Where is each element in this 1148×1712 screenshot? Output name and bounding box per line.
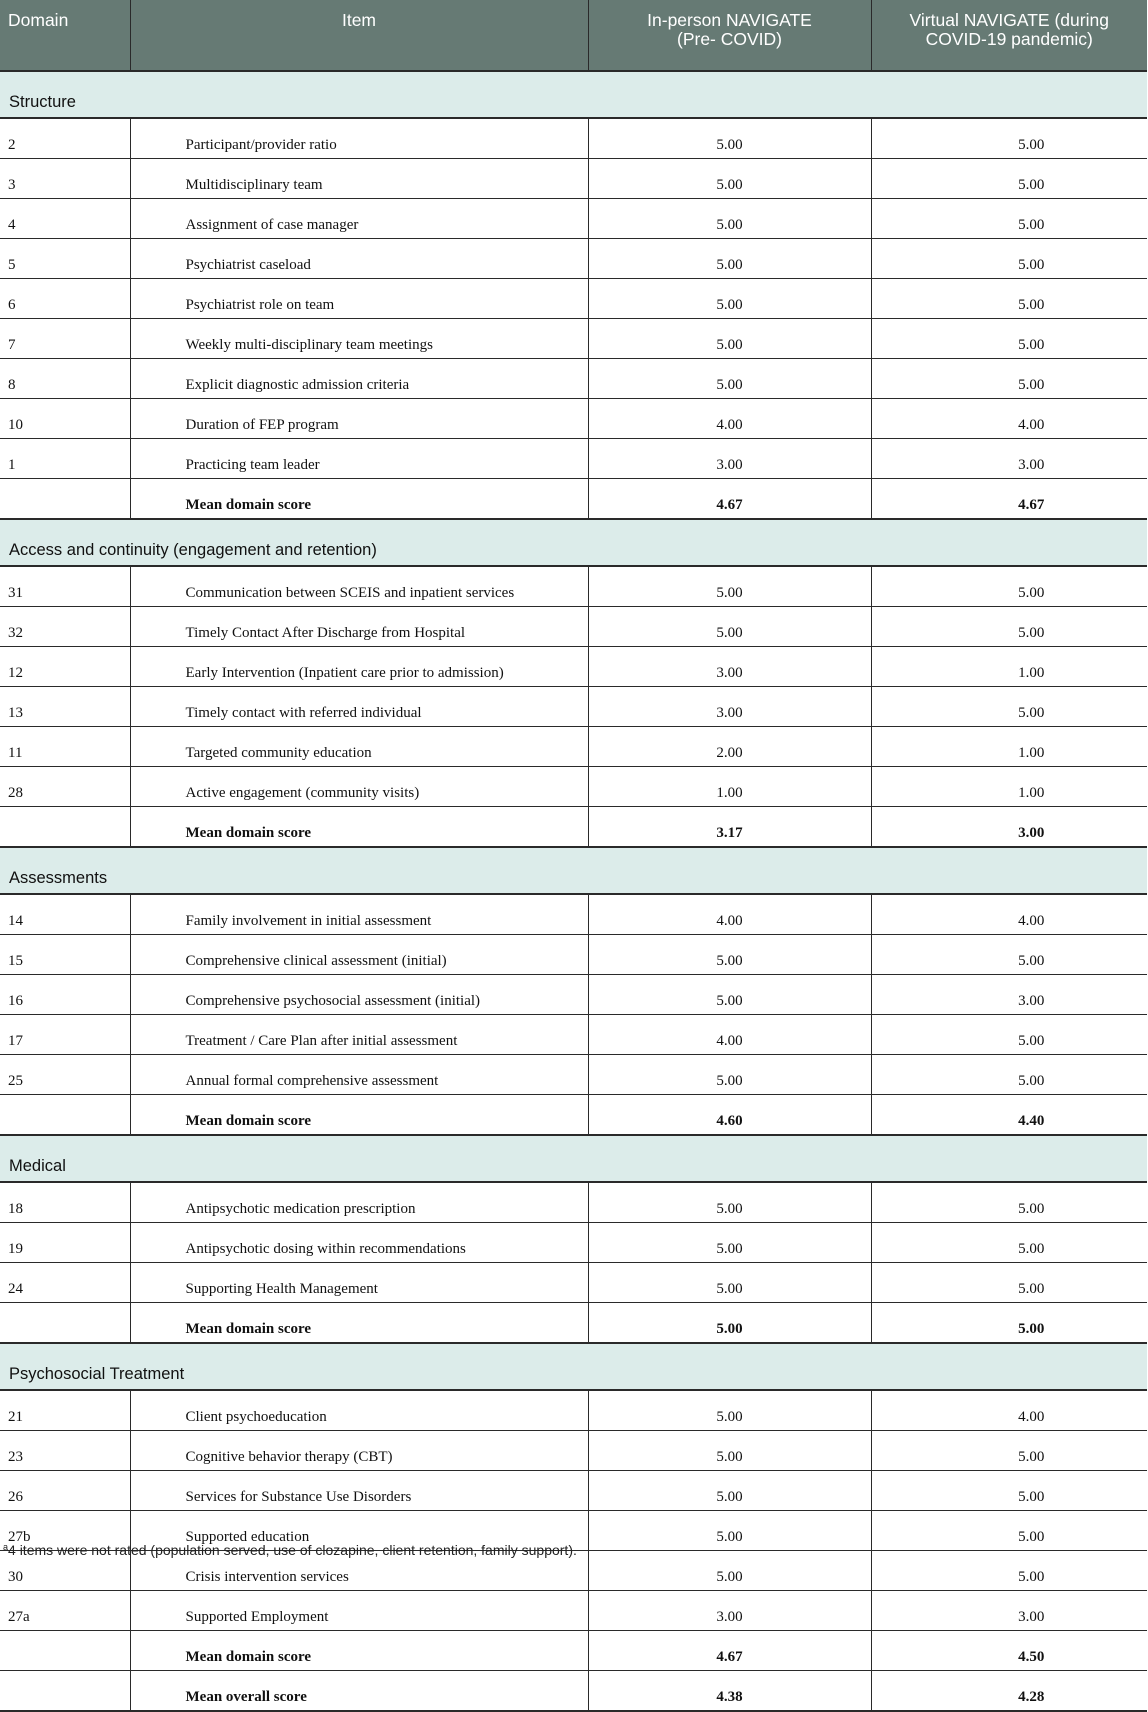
item-id: 26 <box>0 1471 130 1511</box>
inperson-score: 5.00 <box>588 118 871 159</box>
mean-label: Mean domain score <box>130 479 588 520</box>
inperson-score: 5.00 <box>588 1551 871 1591</box>
table-row <box>0 118 1147 159</box>
inperson-score: 5.00 <box>588 1263 871 1303</box>
section-header-row <box>0 847 1147 894</box>
header-virtual <box>871 0 1147 71</box>
virtual-score: 3.00 <box>871 439 1147 479</box>
header-virtual-line2: COVID-19 pandemic) <box>925 29 1093 49</box>
item-name: Annual formal comprehensive assessment <box>130 1055 588 1095</box>
item-name: Explicit diagnostic admission criteria <box>130 359 588 399</box>
table-row <box>0 647 1147 687</box>
table-row <box>0 727 1147 767</box>
virtual-score: 5.00 <box>871 1263 1147 1303</box>
mean-virtual: 4.67 <box>871 479 1147 520</box>
mean-domain-row <box>0 479 1147 520</box>
table-row <box>0 1263 1147 1303</box>
virtual-score: 3.00 <box>871 1591 1147 1631</box>
virtual-score: 5.00 <box>871 687 1147 727</box>
table-header <box>0 0 1147 71</box>
virtual-score: 1.00 <box>871 647 1147 687</box>
overall-empty-cell <box>0 1671 130 1712</box>
item-name: Timely Contact After Discharge from Hospital <box>130 607 588 647</box>
inperson-score: 5.00 <box>588 1223 871 1263</box>
virtual-score: 5.00 <box>871 1471 1147 1511</box>
inperson-score: 4.00 <box>588 1015 871 1055</box>
mean-inperson: 4.60 <box>588 1095 871 1136</box>
item-name: Treatment / Care Plan after initial assessment <box>130 1015 588 1055</box>
mean-label: Mean domain score <box>130 1631 588 1671</box>
mean-inperson: 3.17 <box>588 807 871 848</box>
inperson-score: 1.00 <box>588 767 871 807</box>
item-name: Family involvement in initial assessment <box>130 894 588 935</box>
item-name: Multidisciplinary team <box>130 159 588 199</box>
mean-domain-row <box>0 807 1147 848</box>
inperson-score: 5.00 <box>588 359 871 399</box>
virtual-score: 4.00 <box>871 1390 1147 1431</box>
item-id: 27a <box>0 1591 130 1631</box>
table-row <box>0 399 1147 439</box>
item-name: Participant/provider ratio <box>130 118 588 159</box>
table-row <box>0 159 1147 199</box>
table-row <box>0 199 1147 239</box>
virtual-score: 5.00 <box>871 359 1147 399</box>
item-id: 1 <box>0 439 130 479</box>
header-item: Item <box>130 0 588 71</box>
item-id: 30 <box>0 1551 130 1591</box>
inperson-score: 5.00 <box>588 1182 871 1223</box>
virtual-score: 5.00 <box>871 566 1147 607</box>
table-row <box>0 975 1147 1015</box>
inperson-score: 4.00 <box>588 894 871 935</box>
inperson-score: 5.00 <box>588 319 871 359</box>
virtual-score: 5.00 <box>871 1431 1147 1471</box>
table-row <box>0 1055 1147 1095</box>
virtual-score: 5.00 <box>871 1223 1147 1263</box>
footnote-text: 4 items were not rated (population served, use of clozapine, client retention, family support). <box>8 1542 577 1558</box>
item-id: 21 <box>0 1390 130 1431</box>
table-row <box>0 687 1147 727</box>
virtual-score: 1.00 <box>871 767 1147 807</box>
inperson-score: 5.00 <box>588 159 871 199</box>
header-virtual-line1: Virtual NAVIGATE (during <box>909 10 1109 30</box>
item-id: 31 <box>0 566 130 607</box>
item-name: Targeted community education <box>130 727 588 767</box>
item-id: 32 <box>0 607 130 647</box>
footnote-marker: a <box>3 1542 9 1552</box>
item-name: Supporting Health Management <box>130 1263 588 1303</box>
inperson-score: 5.00 <box>588 1511 871 1551</box>
table-row <box>0 566 1147 607</box>
virtual-score: 5.00 <box>871 1511 1147 1551</box>
section-header-row <box>0 519 1147 566</box>
item-name: Supported education <box>130 1511 588 1551</box>
inperson-score: 5.00 <box>588 1431 871 1471</box>
virtual-score: 5.00 <box>871 607 1147 647</box>
section-title: Access and continuity (engagement and retention) <box>0 519 1147 566</box>
section-title: Psychosocial Treatment <box>0 1343 1147 1390</box>
section-header-row <box>0 1135 1147 1182</box>
item-name: Crisis intervention services <box>130 1551 588 1591</box>
inperson-score: 5.00 <box>588 1471 871 1511</box>
mean-inperson: 5.00 <box>588 1303 871 1344</box>
table-row <box>0 1390 1147 1431</box>
virtual-score: 5.00 <box>871 935 1147 975</box>
header-inperson-line2: (Pre- COVID) <box>677 29 782 49</box>
mean-empty-cell <box>0 807 130 848</box>
virtual-score: 5.00 <box>871 1551 1147 1591</box>
item-id: 11 <box>0 727 130 767</box>
item-id: 25 <box>0 1055 130 1095</box>
section-header-row <box>0 1343 1147 1390</box>
virtual-score: 5.00 <box>871 199 1147 239</box>
mean-label: Mean domain score <box>130 1095 588 1136</box>
overall-inperson: 4.38 <box>588 1671 871 1712</box>
item-id: 2 <box>0 118 130 159</box>
inperson-score: 5.00 <box>588 239 871 279</box>
virtual-score: 4.00 <box>871 399 1147 439</box>
table-row <box>0 279 1147 319</box>
mean-inperson: 4.67 <box>588 479 871 520</box>
inperson-score: 5.00 <box>588 1055 871 1095</box>
table-row <box>0 1182 1147 1223</box>
item-name: Cognitive behavior therapy (CBT) <box>130 1431 588 1471</box>
item-id: 6 <box>0 279 130 319</box>
item-id: 27b <box>0 1511 130 1551</box>
virtual-score: 5.00 <box>871 159 1147 199</box>
item-id: 7 <box>0 319 130 359</box>
item-id: 18 <box>0 1182 130 1223</box>
mean-label: Mean domain score <box>130 1303 588 1344</box>
table-row <box>0 894 1147 935</box>
virtual-score: 5.00 <box>871 1015 1147 1055</box>
mean-empty-cell <box>0 1631 130 1671</box>
virtual-score: 1.00 <box>871 727 1147 767</box>
mean-overall-row <box>0 1671 1147 1712</box>
item-name: Psychiatrist role on team <box>130 279 588 319</box>
mean-virtual: 3.00 <box>871 807 1147 848</box>
item-name: Active engagement (community visits) <box>130 767 588 807</box>
table-row <box>0 439 1147 479</box>
table-row <box>0 607 1147 647</box>
header-inperson <box>588 0 871 71</box>
item-id: 24 <box>0 1263 130 1303</box>
section-title: Medical <box>0 1135 1147 1182</box>
mean-empty-cell <box>0 1095 130 1136</box>
inperson-score: 3.00 <box>588 439 871 479</box>
inperson-score: 4.00 <box>588 399 871 439</box>
item-id: 16 <box>0 975 130 1015</box>
inperson-score: 2.00 <box>588 727 871 767</box>
table-row <box>0 1591 1147 1631</box>
table-row <box>0 239 1147 279</box>
virtual-score: 5.00 <box>871 1055 1147 1095</box>
inperson-score: 5.00 <box>588 1390 871 1431</box>
virtual-score: 5.00 <box>871 279 1147 319</box>
item-id: 10 <box>0 399 130 439</box>
item-id: 3 <box>0 159 130 199</box>
table-row <box>0 1471 1147 1511</box>
item-name: Weekly multi-disciplinary team meetings <box>130 319 588 359</box>
table-row <box>0 1431 1147 1471</box>
table-row <box>0 767 1147 807</box>
item-id: 12 <box>0 647 130 687</box>
inperson-score: 5.00 <box>588 566 871 607</box>
item-name: Assignment of case manager <box>130 199 588 239</box>
mean-domain-row <box>0 1095 1147 1136</box>
inperson-score: 5.00 <box>588 279 871 319</box>
item-name: Timely contact with referred individual <box>130 687 588 727</box>
item-name: Practicing team leader <box>130 439 588 479</box>
item-id: 15 <box>0 935 130 975</box>
item-name: Communication between SCEIS and inpatient services <box>130 566 588 607</box>
item-id: 8 <box>0 359 130 399</box>
item-name: Comprehensive clinical assessment (initial) <box>130 935 588 975</box>
item-name: Services for Substance Use Disorders <box>130 1471 588 1511</box>
item-id: 5 <box>0 239 130 279</box>
table-row <box>0 1223 1147 1263</box>
item-name: Duration of FEP program <box>130 399 588 439</box>
inperson-score: 3.00 <box>588 1591 871 1631</box>
virtual-score: 5.00 <box>871 319 1147 359</box>
mean-inperson: 4.67 <box>588 1631 871 1671</box>
inperson-score: 3.00 <box>588 687 871 727</box>
inperson-score: 5.00 <box>588 975 871 1015</box>
virtual-score: 5.00 <box>871 118 1147 159</box>
item-id: 17 <box>0 1015 130 1055</box>
mean-domain-row <box>0 1631 1147 1671</box>
item-id: 14 <box>0 894 130 935</box>
item-id: 13 <box>0 687 130 727</box>
inperson-score: 5.00 <box>588 199 871 239</box>
item-name: Antipsychotic medication prescription <box>130 1182 588 1223</box>
item-id: 28 <box>0 767 130 807</box>
virtual-score: 3.00 <box>871 975 1147 1015</box>
mean-virtual: 4.40 <box>871 1095 1147 1136</box>
section-title: Structure <box>0 71 1147 118</box>
item-name: Client psychoeducation <box>130 1390 588 1431</box>
table-body <box>0 71 1147 1711</box>
inperson-score: 5.00 <box>588 607 871 647</box>
mean-virtual: 5.00 <box>871 1303 1147 1344</box>
virtual-score: 5.00 <box>871 1182 1147 1223</box>
mean-virtual: 4.50 <box>871 1631 1147 1671</box>
table-row <box>0 359 1147 399</box>
table-row <box>0 1015 1147 1055</box>
table-row <box>0 319 1147 359</box>
item-name: Supported Employment <box>130 1591 588 1631</box>
mean-domain-row <box>0 1303 1147 1344</box>
section-header-row <box>0 71 1147 118</box>
item-id: 4 <box>0 199 130 239</box>
item-name: Comprehensive psychosocial assessment (initial) <box>130 975 588 1015</box>
mean-empty-cell <box>0 1303 130 1344</box>
mean-label: Mean domain score <box>130 807 588 848</box>
header-domain: Domain <box>0 0 130 71</box>
header-inperson-line1: In-person NAVIGATE <box>647 10 812 30</box>
item-name: Antipsychotic dosing within recommendations <box>130 1223 588 1263</box>
table-row <box>0 935 1147 975</box>
overall-virtual: 4.28 <box>871 1671 1147 1712</box>
mean-empty-cell <box>0 479 130 520</box>
virtual-score: 5.00 <box>871 239 1147 279</box>
virtual-score: 4.00 <box>871 894 1147 935</box>
inperson-score: 5.00 <box>588 935 871 975</box>
item-name: Early Intervention (Inpatient care prior to admission) <box>130 647 588 687</box>
item-id: 23 <box>0 1431 130 1471</box>
section-title: Assessments <box>0 847 1147 894</box>
item-name: Psychiatrist caseload <box>130 239 588 279</box>
item-id: 19 <box>0 1223 130 1263</box>
footnote <box>3 1542 577 1558</box>
overall-label: Mean overall score <box>130 1671 588 1712</box>
inperson-score: 3.00 <box>588 647 871 687</box>
